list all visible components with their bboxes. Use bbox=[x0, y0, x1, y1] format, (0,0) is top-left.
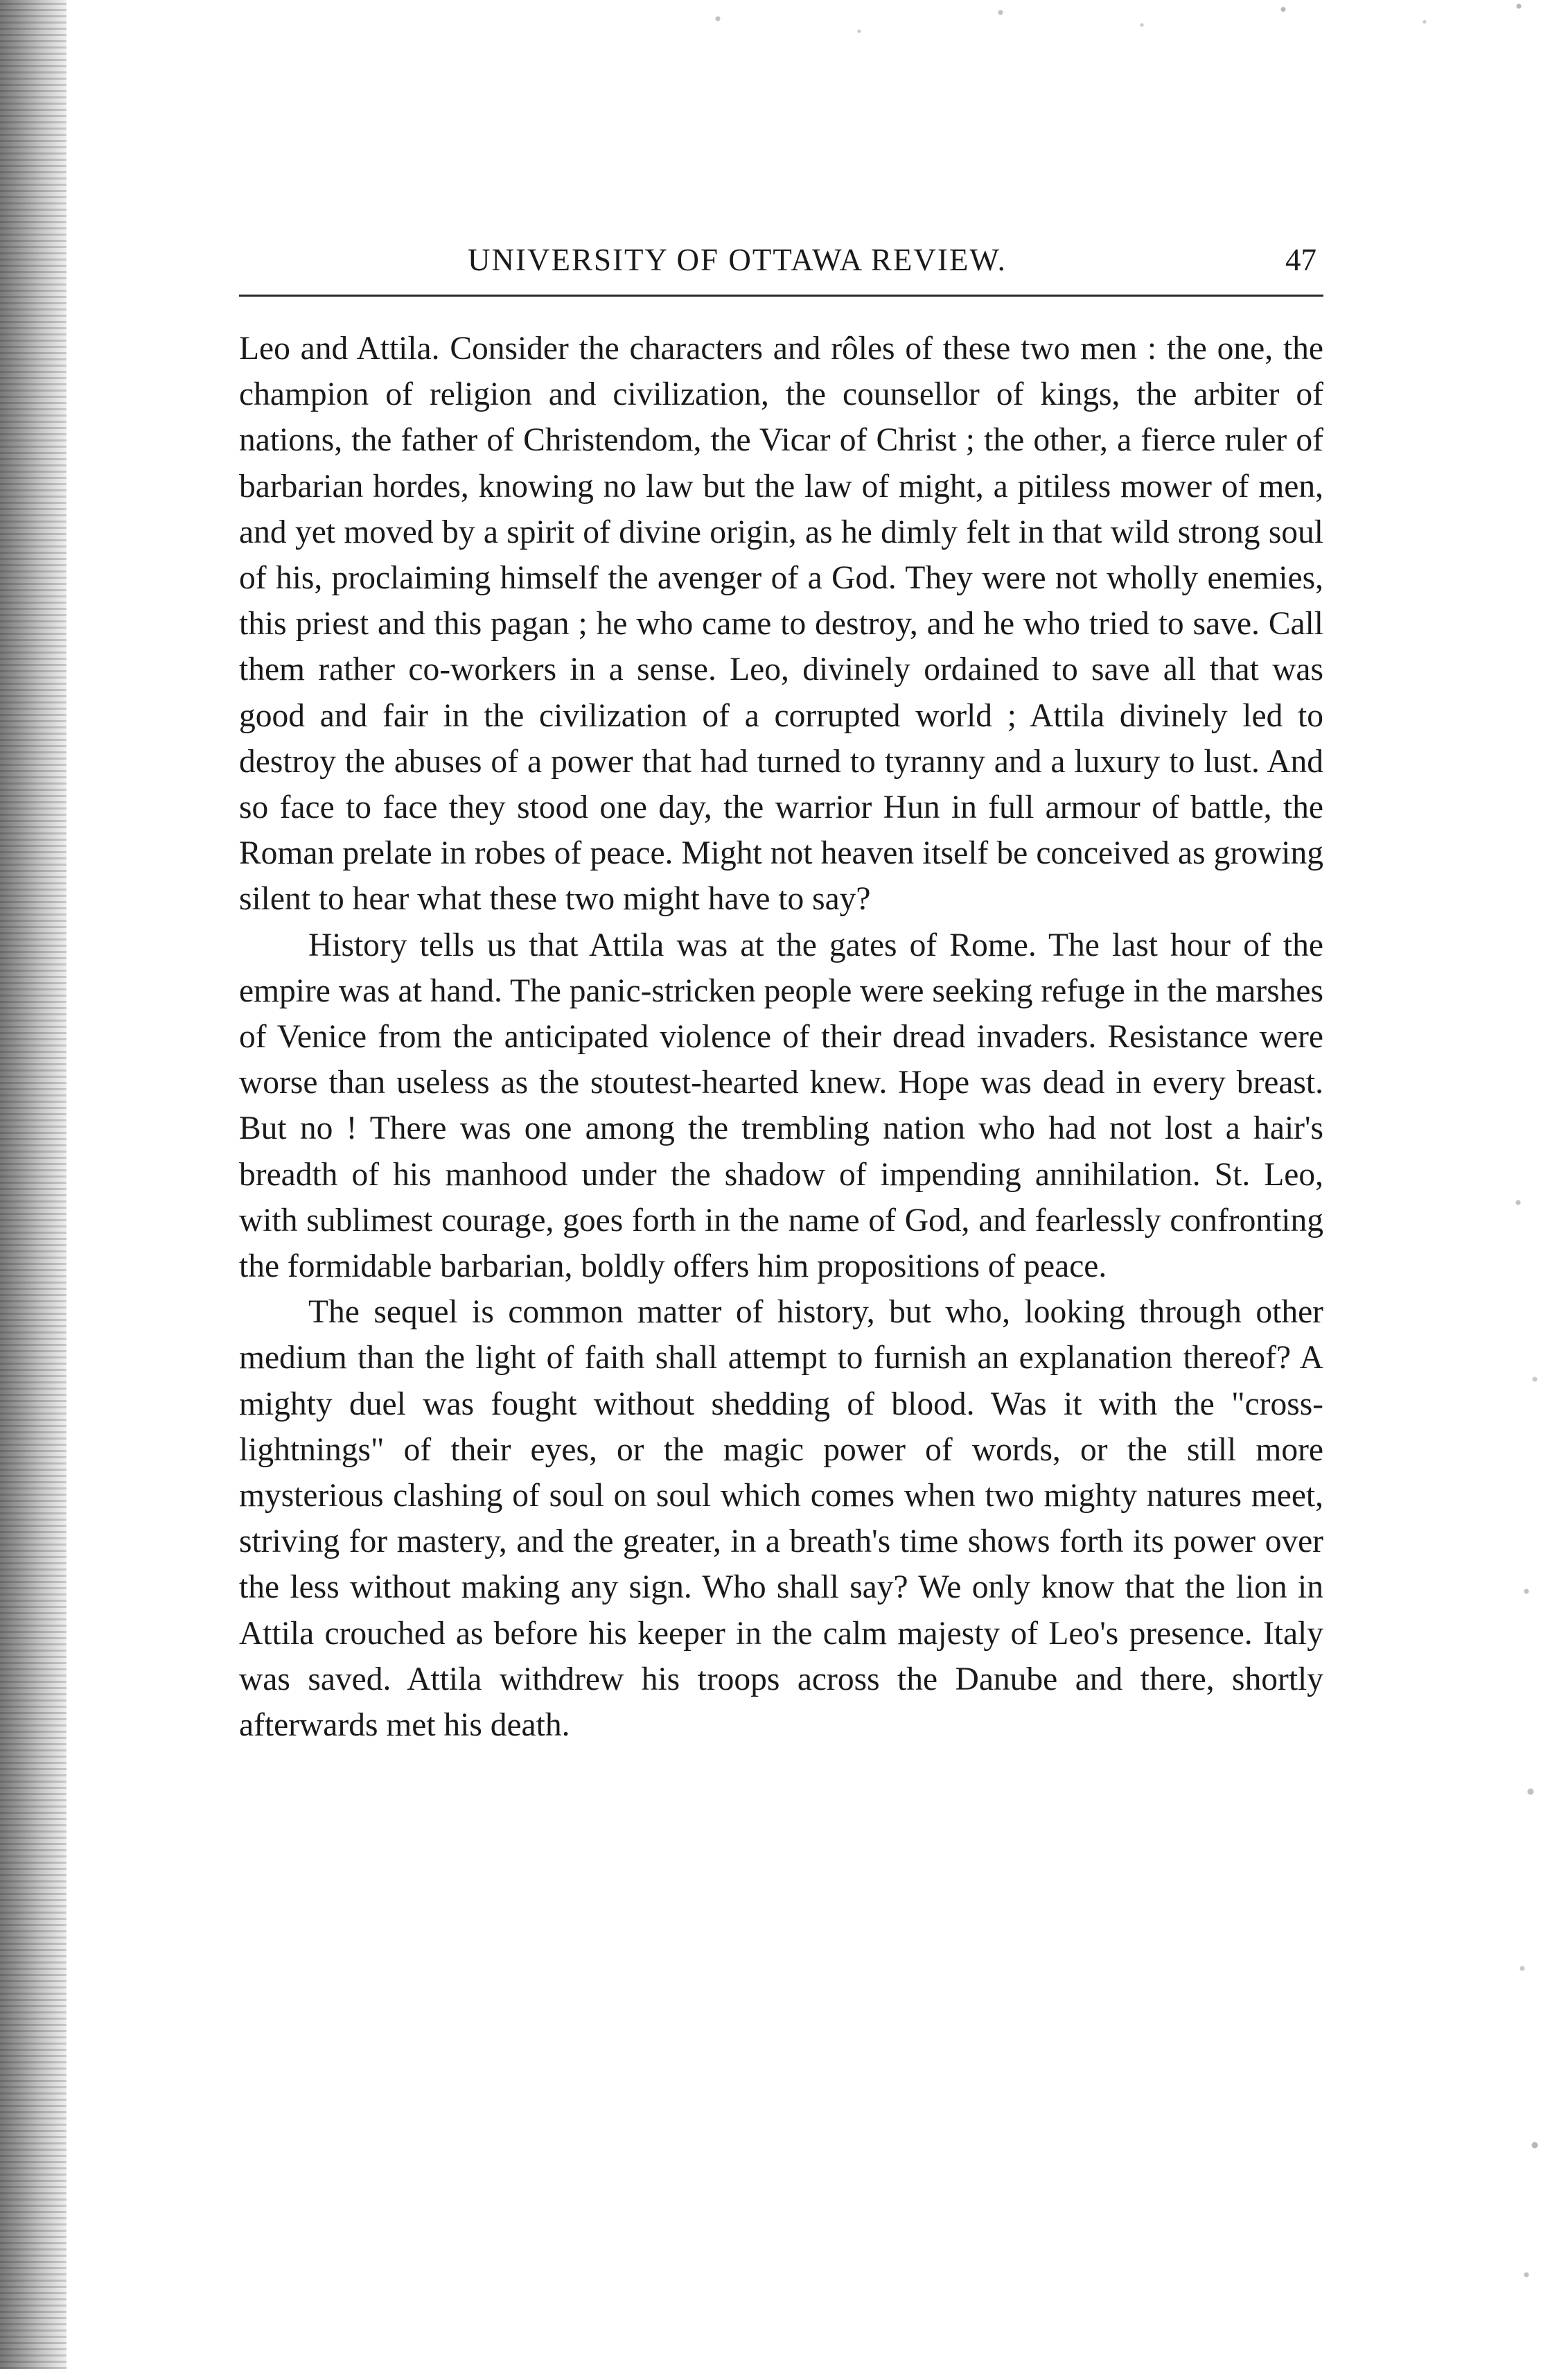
scan-artifact-top bbox=[624, 0, 1566, 62]
page-number: 47 bbox=[1285, 243, 1316, 277]
page-header bbox=[239, 236, 1323, 284]
running-head: UNIVERSITY OF OTTAWA REVIEW. bbox=[468, 243, 1007, 277]
scan-artifact-right bbox=[1485, 1144, 1568, 2322]
body-text bbox=[239, 326, 1323, 1748]
paragraph-2: History tells us that Attila was at the gates of Rome. The last hour of the empire was at hand. The panic-stricken people were seeking refuge in the marshes of Venice from the anticipated violence of their dread invaders. Resistance were worse than useless as the stoutest-hearted knew. Hope was dead in every breast. But no ! There was one among the trembling nation who had not lost a hair's breadth of his manhood under the shadow of impending annihilation. St. Leo, with sublimest courage, goes forth in the name of God, and fearlessly confronting the formidable barbarian, boldly offers him propositions of peace. bbox=[239, 927, 1323, 1285]
header-rule bbox=[239, 295, 1323, 297]
paragraph-3: The sequel is common matter of history, but who, looking through other medium than the light of faith shall attempt to furnish an explanation thereof? A mighty duel was fought without shedding of blood. Was it with the "cross-lightnings" of their eyes, or the magic power of words, or the still more mysterious clashing of soul on soul which comes when two mighty natures meet, striving for mastery, and the greater, in a breath's time shows forth its power over the less without making any sign. Who shall say? We only know that the lion in Attila crouched as before his keeper in the calm majesty of Leo's presence. Italy was saved. Attila withdrew his troops across the Danube and there, shortly afterwards met his death. bbox=[239, 1294, 1323, 1744]
paragraph-1: Leo and Attila. Consider the characters and rôles of these two men : the one, the champion of religion and civilization, the counsellor of kings, the arbiter of nations, the father of Christendom, the Vicar of Christ ; the other, a fierce ruler of barbarian hordes, knowing no law but the law of might, a pitiless mower of men, and yet moved by a spirit of divine origin, as he dimly felt in that wild strong soul of his, proclaiming himself the avenger of a God. They were not wholly enemies, this priest and this pagan ; he who came to destroy, and he who tried to save. Call them rather co-workers in a sense. Leo, divinely ordained to save all that was good and fair in the civilization of a corrupted world ; Attila divinely led to destroy the abuses of a power that had turned to tyranny and a luxury to lust. And so face to face they stood one day, the warrior Hun in full armour of battle, the Roman prelate in robes of peace. Might not heaven itself be conceived as growing silent to hear what these two might have to say? bbox=[239, 331, 1323, 918]
page-binding-edge bbox=[0, 0, 67, 2369]
